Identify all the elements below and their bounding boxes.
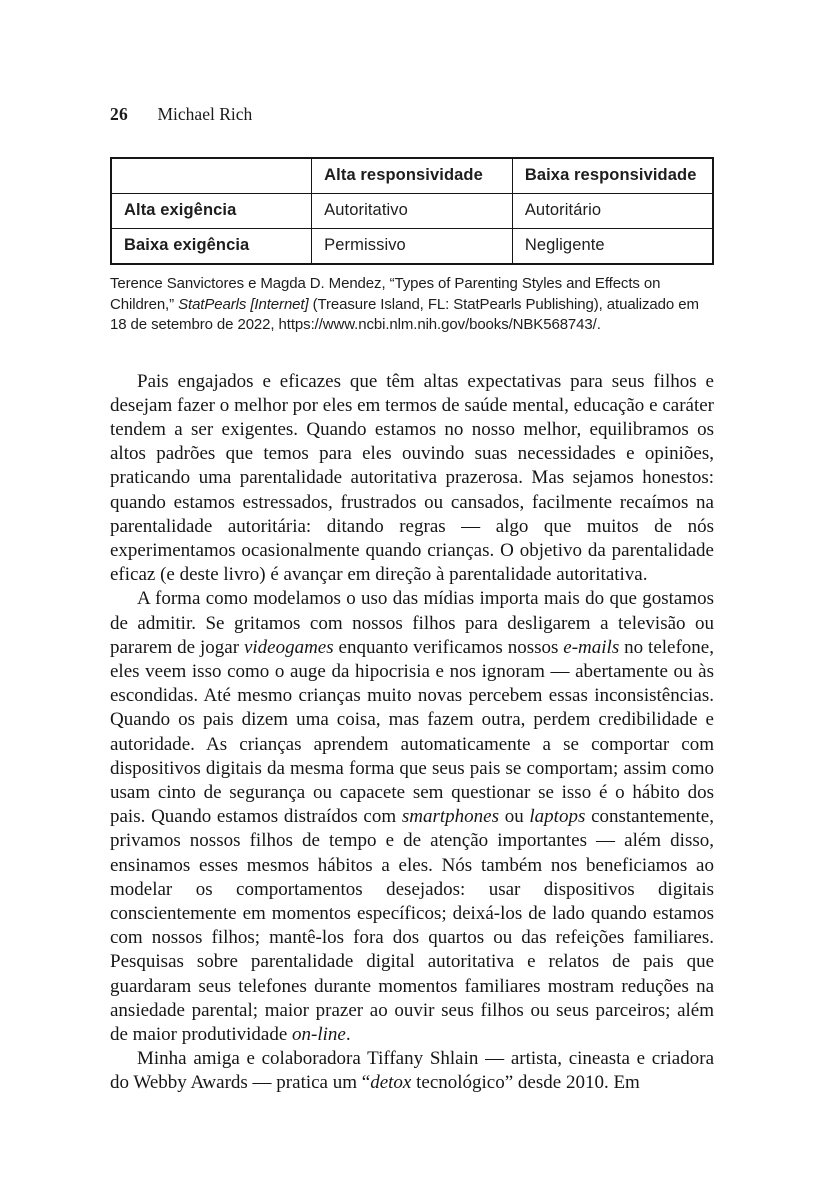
- cell-permissivo: Permissivo: [312, 229, 513, 265]
- body-text: [110, 370, 714, 1096]
- paragraph-2: A forma como modelamos o uso das mídias importa mais do que gostamos de admitir. Se gritamos com nossos filhos para desligarem a televisão ou pararem de jogar videogames enquanto verificamos nossos e-mails no telefone, eles veem isso como o auge da hipocrisia e nos ignoram — abertamente ou às escondidas. Até mesmo crianças muito novas percebem essas inconsistências. Quando os pais dizem uma coisa, mas fazem outra, perdem credibilidade e autoridade. As crianças aprendem automaticamente a se comportar com dispositivos digitais da mesma forma que seus pais se comportam; assim como usam cinto de segurança ou capacete sem questionar se isso é o hábito dos pais. Quando estamos distraídos com smartphones ou laptops constantemente, privamos nossos filhos de tempo e de atenção importantes — além disso, ensinamos esses mesmos hábitos a eles. Nós também nos beneficiamos ao modelar os comportamentos desejados: usar dispositivos digitais conscientemente em momentos específicos; deixá-los de lado quando estamos com nossos filhos; mantê-los fora dos quartos ou das refeições familiares. Pesquisas sobre parentalidade digital autoritativa e relatos de pais que guardaram seus telefones durante momentos familiares mostram reduções na ansiedade parental; maior prazer ao ouvir seus filhos ou seus parceiros; além de maior produtividade on-line.: [110, 588, 714, 1045]
- row-label-alta-exigencia: Alta exigência: [111, 194, 312, 229]
- paragraph-1: Pais engajados e eficazes que têm altas expectativas para seus filhos e desejam fazer o melhor por eles em termos de saúde mental, educação e caráter tendem a ser exigentes. Quando estamos no nosso melhor, equilibramos os altos padrões que temos para eles ouvindo suas necessidades e opiniões, praticando uma parentalidade autoritativa prazerosa. Mas sejamos honestos: quando estamos estressados, frustrados ou cansados, facilmente recaímos na parentalidade autoritária: ditando regras — algo que muitos de nós experimentamos ocasionalmente quando crianças. O objetivo da parentalidade eficaz (e deste livro) é avançar em direção à parentalidade autoritativa.: [110, 370, 714, 586]
- cell-autoritario: Autoritário: [512, 194, 713, 229]
- parenting-styles-table: [110, 157, 714, 265]
- cell-autoritativo: Autoritativo: [312, 194, 513, 229]
- cell-negligente: Negligente: [512, 229, 713, 265]
- table-header-baixa-responsividade: Baixa responsividade: [512, 158, 713, 194]
- table-header-row: [111, 158, 713, 194]
- paragraph-3: Minha amiga e colaboradora Tiffany Shlain — artista, cineasta e criadora do Webby Awards — pratica um “detox tecnológico” desde 2010. Em: [110, 1048, 714, 1094]
- table-source-citation: Terence Sanvictores e Magda D. Mendez, “Types of Parenting Styles and Effects on Children,” StatPearls [Internet] (Treasure Island, FL: StatPearls Publishing), atualizado em 18 de setembro de 2022, https://www.ncbi.nlm.nih.gov/books/NBK568743/.: [110, 275, 699, 333]
- running-header: [110, 104, 714, 124]
- table-header-alta-responsividade: Alta responsividade: [312, 158, 513, 194]
- table-row-alta-exigencia: [111, 194, 713, 229]
- page-content: [110, 0, 714, 1096]
- table-row-baixa-exigencia: [111, 229, 713, 265]
- table-header-empty-cell: [111, 158, 312, 194]
- page-number: 26: [110, 104, 129, 124]
- row-label-baixa-exigencia: Baixa exigência: [111, 229, 312, 265]
- running-header-author: Michael Rich: [157, 104, 253, 124]
